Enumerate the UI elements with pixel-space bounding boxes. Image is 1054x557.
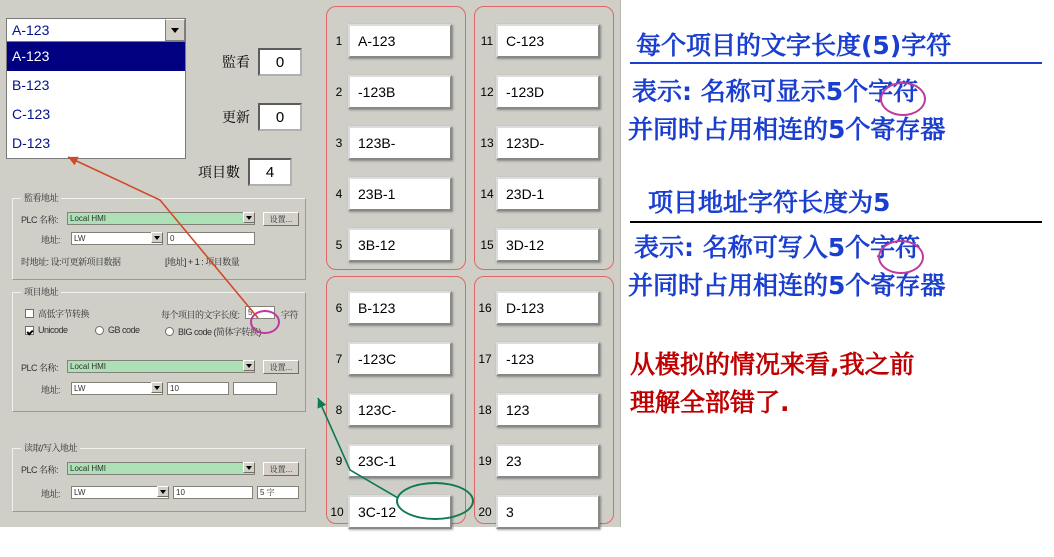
address-type-dropdown-icon[interactable] bbox=[157, 486, 169, 497]
row-index: 6 bbox=[335, 301, 343, 315]
group-readwrite-address bbox=[12, 443, 306, 512]
annotation-block1-line2: 并同时占用相连的5个寄存器 bbox=[628, 115, 946, 144]
address-value-input[interactable]: 10 bbox=[173, 486, 253, 499]
row-value[interactable]: -123B bbox=[348, 75, 452, 109]
row-value[interactable]: 123C- bbox=[348, 393, 452, 427]
row-index: 7 bbox=[335, 352, 343, 366]
annotation-panel bbox=[624, 0, 1054, 557]
row-index: 18 bbox=[478, 403, 492, 417]
row-index: 19 bbox=[478, 454, 492, 468]
counter-update bbox=[222, 103, 302, 131]
counter-itemcount-value[interactable]: 4 bbox=[248, 158, 292, 186]
char-length-unit: 字符 bbox=[281, 310, 299, 320]
row-index: 10 bbox=[330, 505, 344, 519]
annotation-block1-title: 每个项目的文字长度(5)字符 bbox=[636, 31, 952, 60]
row-index: 12 bbox=[480, 85, 494, 99]
highlight-ellipse-2 bbox=[878, 240, 924, 274]
char-length-label: 每个项目的文字长度: bbox=[161, 310, 240, 320]
row-value[interactable]: 123 bbox=[496, 393, 600, 427]
row-index: 3 bbox=[335, 136, 343, 150]
address-label: 地址: bbox=[41, 489, 61, 499]
row-value[interactable]: 23C-1 bbox=[348, 444, 452, 478]
address-type-dropdown-icon[interactable] bbox=[151, 232, 163, 243]
row-index: 16 bbox=[478, 301, 492, 315]
plc-settings-button[interactable]: 设置... bbox=[263, 462, 299, 476]
row-value[interactable]: -123 bbox=[496, 342, 600, 376]
unicode-checkbox[interactable] bbox=[25, 325, 68, 335]
list-item[interactable] bbox=[478, 75, 600, 109]
divider-blue bbox=[630, 62, 1042, 64]
row-value[interactable]: C-123 bbox=[496, 24, 600, 58]
plc-name-input[interactable]: Local HMI bbox=[67, 462, 255, 475]
highlight-ellipse-field-length bbox=[250, 310, 280, 334]
list-item[interactable] bbox=[474, 495, 600, 529]
row-index: 20 bbox=[478, 505, 492, 519]
plc-name-label: PLC 名称: bbox=[21, 215, 59, 225]
plc-name-label: PLC 名称: bbox=[21, 363, 59, 373]
list-item[interactable] bbox=[330, 393, 452, 427]
swap-bytes-label: 高低字节转换 bbox=[38, 309, 90, 319]
annotation-block2-line1: 表示: 名称可写入5个字符 bbox=[634, 233, 921, 262]
list-item[interactable] bbox=[474, 444, 600, 478]
row-index: 1 bbox=[335, 34, 343, 48]
plc-name-dropdown-icon[interactable] bbox=[243, 212, 255, 223]
monitor-hint-left: 时地址: 设:可更新项目数据 bbox=[21, 257, 121, 267]
row-value[interactable]: -123C bbox=[348, 342, 452, 376]
address-label: 地址: bbox=[41, 235, 61, 245]
row-value[interactable]: 3B-12 bbox=[348, 228, 452, 262]
list-item[interactable] bbox=[330, 24, 452, 58]
highlight-ellipse-last-cell bbox=[396, 482, 474, 520]
row-index: 13 bbox=[480, 136, 494, 150]
row-value[interactable]: 23B-1 bbox=[348, 177, 452, 211]
list-item[interactable] bbox=[474, 342, 600, 376]
address-words-input[interactable]: 5 字 bbox=[257, 486, 299, 499]
row-value[interactable]: 3 bbox=[496, 495, 600, 529]
list-item[interactable] bbox=[474, 393, 600, 427]
row-index: 14 bbox=[480, 187, 494, 201]
bigcode-label: BIG code (简体字转换) bbox=[178, 327, 262, 337]
group-monitor-address-title: 監看地址 bbox=[21, 191, 61, 204]
row-index: 9 bbox=[335, 454, 343, 468]
char-length-input[interactable]: 5 bbox=[245, 306, 275, 319]
list-item[interactable] bbox=[478, 126, 600, 160]
checkbox-icon[interactable] bbox=[25, 309, 34, 318]
combo-option[interactable]: D-123 bbox=[12, 135, 51, 151]
unicode-label: Unicode bbox=[38, 325, 68, 335]
list-item[interactable] bbox=[478, 228, 600, 262]
list-item[interactable] bbox=[330, 228, 452, 262]
combo-value: A-123 bbox=[12, 22, 50, 38]
gbcode-label: GB code bbox=[108, 325, 140, 335]
counter-monitor-label: 監看 bbox=[222, 55, 250, 71]
row-index: 4 bbox=[335, 187, 343, 201]
plc-settings-button[interactable]: 设置... bbox=[263, 212, 299, 226]
combo-option[interactable]: C-123 bbox=[12, 106, 51, 122]
list-item[interactable] bbox=[330, 342, 452, 376]
counter-itemcount-label: 項目數 bbox=[198, 165, 240, 181]
combo-option[interactable]: B-123 bbox=[12, 77, 50, 93]
row-index: 8 bbox=[335, 403, 343, 417]
row-value[interactable]: -123D bbox=[496, 75, 600, 109]
list-item[interactable] bbox=[330, 444, 452, 478]
plc-name-dropdown-icon[interactable] bbox=[243, 360, 255, 371]
plc-name-input[interactable]: Local HMI bbox=[67, 212, 255, 225]
chevron-down-icon[interactable] bbox=[165, 19, 185, 41]
row-value[interactable]: 123D- bbox=[496, 126, 600, 160]
row-index: 5 bbox=[335, 238, 343, 252]
list-item[interactable] bbox=[330, 291, 452, 325]
row-value[interactable]: D-123 bbox=[496, 291, 600, 325]
annotation-block3-line2: 理解全部错了. bbox=[630, 388, 790, 417]
combo-option[interactable]: A-123 bbox=[7, 42, 185, 71]
address-type-dropdown-icon[interactable] bbox=[151, 382, 163, 393]
annotation-block2-line2: 并同时占用相连的5个寄存器 bbox=[628, 271, 946, 300]
counter-monitor bbox=[222, 48, 302, 76]
address-type-input[interactable]: LW bbox=[71, 232, 163, 245]
bigcode-radio[interactable] bbox=[165, 325, 261, 338]
monitor-hint-right: [地址] + 1 : 项目数量 bbox=[165, 257, 240, 267]
checkbox-icon[interactable] bbox=[25, 326, 34, 335]
divider-black bbox=[630, 221, 1042, 223]
group-readwrite-address-title: 读取/写入地址 bbox=[21, 441, 80, 454]
group-item-address-title: 项目地址 bbox=[21, 285, 61, 298]
row-value[interactable]: 123B- bbox=[348, 126, 452, 160]
row-value[interactable]: 3D-12 bbox=[496, 228, 600, 262]
annotation-block3-line1: 从模拟的情况来看,我之前 bbox=[630, 350, 915, 379]
address-type-input[interactable]: LW bbox=[71, 382, 163, 395]
list-item[interactable] bbox=[478, 177, 600, 211]
counter-update-label: 更新 bbox=[222, 110, 250, 126]
row-index: 2 bbox=[335, 85, 343, 99]
annotation-block1-line1: 表示: 名称可显示5个字符 bbox=[632, 77, 919, 106]
annotation-block2-title: 项目地址字符长度为5 bbox=[648, 188, 891, 217]
plc-name-input[interactable]: Local HMI bbox=[67, 360, 255, 373]
row-value[interactable]: 23D-1 bbox=[496, 177, 600, 211]
counter-monitor-value[interactable]: 0 bbox=[258, 48, 302, 76]
address-extra-input[interactable] bbox=[233, 382, 277, 395]
combo-dropdown-list[interactable] bbox=[6, 42, 186, 159]
row-index: 11 bbox=[480, 34, 494, 48]
row-index: 17 bbox=[478, 352, 492, 366]
group-monitor-address bbox=[12, 193, 306, 280]
list-item[interactable] bbox=[330, 75, 452, 109]
row-value[interactable]: B-123 bbox=[348, 291, 452, 325]
plc-name-label: PLC 名称: bbox=[21, 465, 59, 475]
address-value-input[interactable]: 10 bbox=[167, 382, 229, 395]
radio-icon[interactable] bbox=[165, 327, 174, 336]
plc-name-dropdown-icon[interactable] bbox=[243, 462, 255, 473]
combo-display[interactable] bbox=[6, 18, 186, 42]
row-value[interactable]: 3C-12 bbox=[348, 495, 452, 529]
address-combo[interactable] bbox=[6, 18, 186, 159]
address-label: 地址: bbox=[41, 385, 61, 395]
list-item[interactable] bbox=[330, 126, 452, 160]
list-item[interactable] bbox=[478, 24, 600, 58]
row-index: 15 bbox=[480, 238, 494, 252]
gbcode-radio[interactable] bbox=[95, 325, 140, 335]
plc-settings-button[interactable]: 设置... bbox=[263, 360, 299, 374]
row-value[interactable]: A-123 bbox=[348, 24, 452, 58]
address-value-input[interactable]: 0 bbox=[167, 232, 255, 245]
list-item[interactable] bbox=[330, 177, 452, 211]
highlight-ellipse-1 bbox=[880, 82, 926, 116]
swap-bytes-checkbox[interactable] bbox=[25, 307, 89, 320]
radio-icon[interactable] bbox=[95, 326, 104, 335]
list-item[interactable] bbox=[474, 291, 600, 325]
address-type-input[interactable]: LW bbox=[71, 486, 169, 499]
counter-itemcount bbox=[198, 158, 292, 186]
counter-update-value[interactable]: 0 bbox=[258, 103, 302, 131]
row-value[interactable]: 23 bbox=[496, 444, 600, 478]
